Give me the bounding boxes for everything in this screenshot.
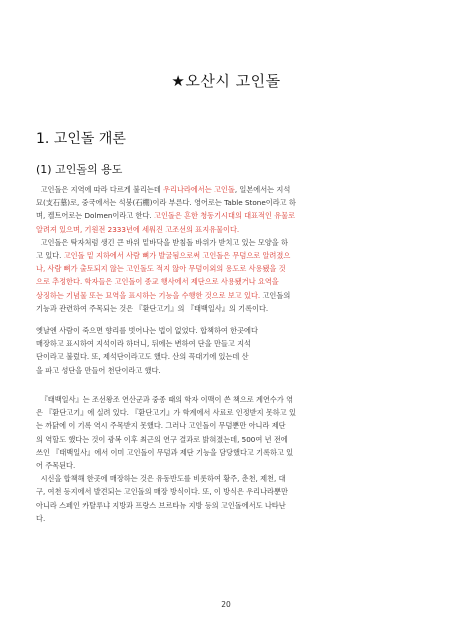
text-run: 기능과 관련하여 주목되는 것은 『환단고기』의 『태백일사』의 기록이다. — [36, 303, 269, 313]
text-line: 구, 여천 등지에서 발견되는 고인돌의 매장 방식이다. 또, 이 방식은 우리나라뿐만 — [36, 487, 288, 497]
text-run: , 일본에서는 지석 — [234, 185, 291, 194]
highlighted-text: 고인돌 밑 지하에서 사람 뼈가 발굴됨으로써 고인돌은 무덤으로 알려졌으 — [63, 251, 291, 261]
text-line: 단이라고 불렀다. 또, 제석단이라고도 했다. 산의 꼭대기에 있는데 산 — [36, 352, 249, 362]
text-line: 은 『환단고기』에 실려 있다. 『환단고기』가 학계에서 사료로 인정받지 못하고 있 — [36, 408, 296, 418]
text-line: 는 까닭에 이 기록 역시 주목받지 못했다. 그러나 고인돌이 무덤뿐만 아니라 제단 — [36, 421, 286, 431]
text-line: 다. — [36, 513, 46, 523]
text-line — [36, 302, 418, 315]
text-line: 『태백일사』는 조선왕조 연산군과 중종 때의 학자 이맥이 쓴 책으로 계연수가 엮 — [36, 395, 294, 404]
paragraph-quote — [36, 324, 418, 377]
text-line: 을 파고 성단을 만들어 천단이라고 했다. — [36, 365, 161, 375]
text-run: 고인돌의 — [260, 290, 291, 300]
text-line: 시신을 합책해 한곳에 매장하는 것은 유동반도를 비롯하여 황주, 춘천, 제천, 대 — [36, 474, 286, 484]
text-line — [36, 289, 418, 302]
section-heading: 1. 고인돌 개론 — [36, 131, 126, 147]
subsection-heading: (1) 고인돌의 용도 — [36, 163, 123, 176]
document-title: ★오산시 고인돌 — [171, 72, 281, 90]
text-line: 어 주목된다. — [36, 461, 76, 471]
text-run: 고인돌은 지역에 따라 다르게 불리는데 — [36, 185, 164, 194]
text-line — [36, 275, 418, 288]
text-line — [36, 262, 418, 275]
text-line — [36, 196, 418, 209]
paragraph-taebaek — [36, 393, 418, 525]
text-run: 묘(支石墓)로, 중국에서는 석붕(石棚)이라 부른다. 영어로는 Table Stone이라고 하 — [36, 198, 296, 208]
text-line: 아니라 스페인 카탈루냐 지방과 프랑스 브르타뉴 지방 등의 고인돌에서도 나타난 — [36, 500, 286, 510]
text-run: 며, 켈트어로는 Dolmen이라고 한다. — [36, 211, 154, 221]
text-line: 옛날엔 사람이 죽으면 향리를 벗어나는 법이 없었다. 합책하여 한곳에다 — [36, 326, 258, 335]
highlighted-text: 고인돌은 흔한 청동기시대의 대표적인 유물로 — [154, 211, 296, 221]
highlighted-text: 알려져 있으며, 기원전 2333년에 세워진 고조선의 표지유물이다. — [36, 224, 240, 234]
paragraph-usage — [36, 183, 418, 315]
highlighted-text: 으로 추정한다. 학자들은 고인돌이 종교 행사에서 제단으로 사용됐거나 요역을 — [36, 277, 279, 287]
text-run: 고인돌은 탁자처럼 생긴 큰 바위 밑바닥을 받침돌 바위가 받치고 있는 모양을 하 — [36, 237, 288, 247]
highlighted-text: 상징하는 기념물 또는 묘역을 표시하는 기능을 수행한 것으로 보고 있다. — [36, 290, 261, 300]
text-line: 매장하고 표시하여 지석이라 하더니, 뒤에는 변하여 단을 만들고 지석 — [36, 339, 251, 349]
page-number: 20 — [221, 600, 231, 609]
text-line: 의 역할도 했다는 것이 광복 이후 최근의 연구 결과로 밝혀졌는데, 500여 년 전에 — [36, 434, 288, 444]
text-line — [36, 209, 418, 222]
text-line — [36, 183, 418, 196]
highlighted-text: 나, 사람 뼈가 출토되지 않는 고인돌도 적지 않아 무덤이외의 용도로 사용됐을 것 — [36, 264, 286, 274]
text-line — [36, 223, 418, 236]
text-line — [36, 236, 418, 249]
highlighted-text: 우리나라에서는 고인돌 — [163, 185, 235, 194]
text-line: 쓰인 『태백일사』에서 이미 고인돌이 무덤과 제단 기능을 담당했다고 기록하고 있 — [36, 447, 294, 457]
text-run: 고 있다. — [36, 251, 64, 261]
text-line — [36, 249, 418, 262]
